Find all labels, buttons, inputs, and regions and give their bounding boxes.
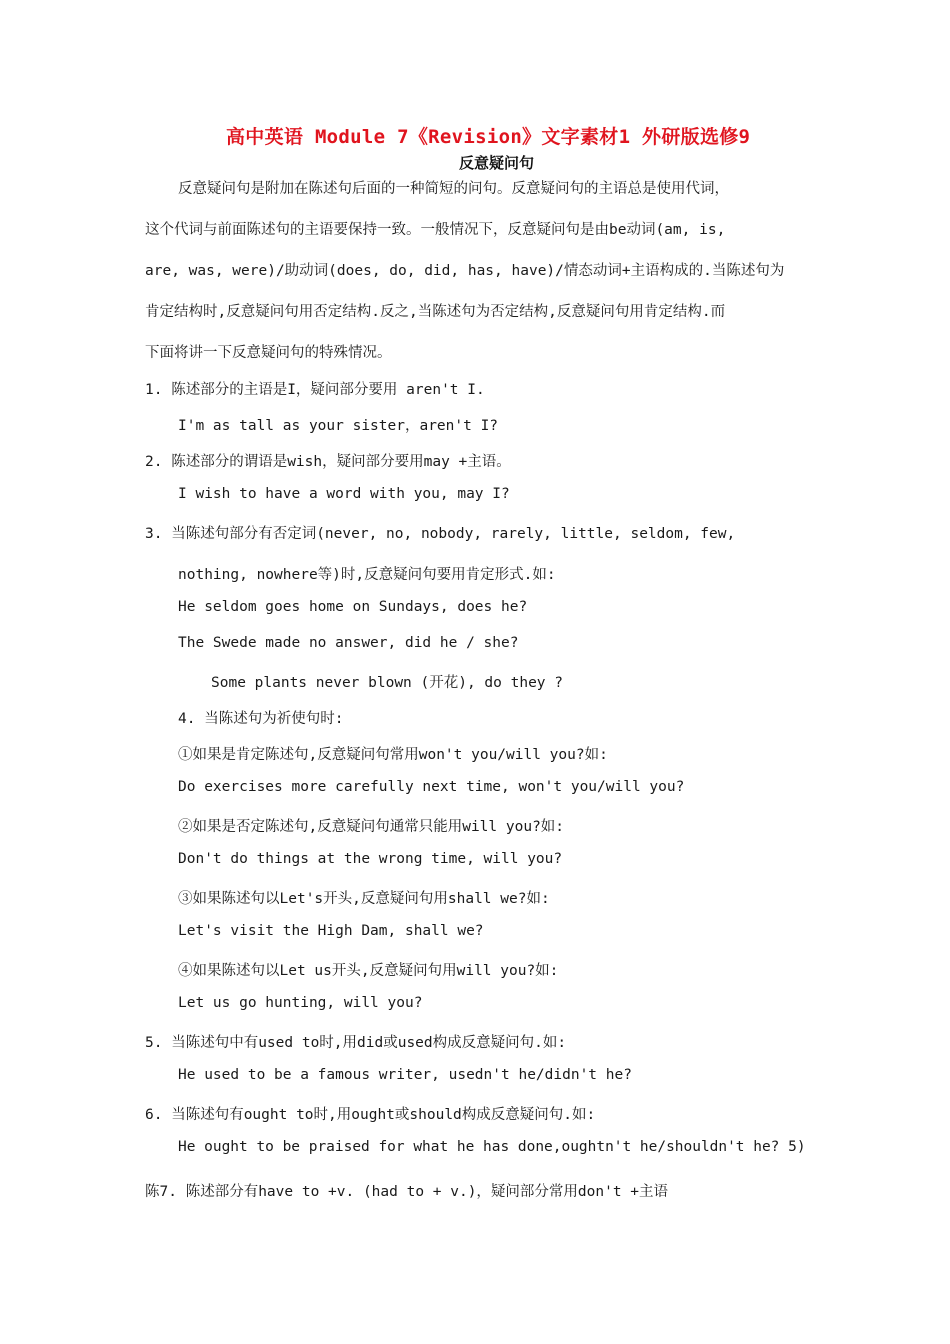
example-sentence: Let us go hunting, will you? [178,995,423,1011]
rule-item: 4. 当陈述句为祈使句时: [178,711,344,727]
rule-item: 1. 陈述部分的主语是I，疑问部分要用 aren't I. [145,382,485,398]
rule-item: 5. 当陈述句中有used to时,用did或used构成反意疑问句.如: [145,1035,567,1051]
rule-item: 2. 陈述部分的谓语是wish，疑问部分要用may +主语。 [145,454,511,470]
example-sentence: He ought to be praised for what he has done,oughtn't he/shouldn't he? 5) [178,1139,806,1155]
example-sentence: Let's visit the High Dam, shall we? [178,923,484,939]
rule-item-continuation: nothing, nowhere等)时,反意疑问句要用肯定形式.如: [178,567,556,583]
paragraph-line: 肯定结构时,反意疑问句用否定结构.反之,当陈述句为否定结构,反意疑问句用肯定结构.而 [145,304,726,320]
sub-rule: ③如果陈述句以Let's开头,反意疑问句用shall we?如: [178,891,550,907]
example-sentence: I'm as tall as your sister，aren't I? [178,418,499,434]
paragraph-line: are, was, were)/助动词(does, do, did, has, have)/情态动词+主语构成的.当陈述句为 [145,263,785,279]
sub-rule: ①如果是肯定陈述句,反意疑问句常用won't you/will you?如: [178,747,608,763]
example-sentence: He used to be a famous writer, usedn't he/didn't he? [178,1067,632,1083]
paragraph-line: 反意疑问句是附加在陈述句后面的一种简短的问句。反意疑问句的主语总是使用代词， [178,181,729,197]
example-sentence: Do exercises more carefully next time, won't you/will you? [178,779,685,795]
example-sentence: The Swede made no answer, did he / she? [178,635,519,651]
document-title: 高中英语 Module 7《Revision》文字素材1 外研版选修9 [226,126,751,148]
rule-item: 3. 当陈述句部分有否定词(never, no, nobody, rarely, little, seldom, few, [145,526,736,542]
rule-item: 陈7. 陈述部分有have to +v. (had to + v.)，疑问部分常用don't +主语 [145,1184,669,1200]
sub-rule: ②如果是否定陈述句,反意疑问句通常只能用will you?如: [178,819,565,835]
rule-item: 6. 当陈述句有ought to时,用ought或should构成反意疑问句.如: [145,1107,596,1123]
example-sentence: Don't do things at the wrong time, will you? [178,851,563,867]
section-heading: 反意疑问句 [459,154,535,172]
paragraph-line: 这个代词与前面陈述句的主语要保持一致。一般情况下，反意疑问句是由be动词(am, is, [145,222,726,238]
example-sentence: He seldom goes home on Sundays, does he? [178,599,528,615]
sub-rule: ④如果陈述句以Let us开头,反意疑问句用will you?如: [178,963,559,979]
example-sentence: I wish to have a word with you, may I? [178,486,510,502]
example-sentence: Some plants never blown (开花), do they ? [211,675,564,691]
paragraph-line: 下面将讲一下反意疑问句的特殊情况。 [145,345,392,361]
